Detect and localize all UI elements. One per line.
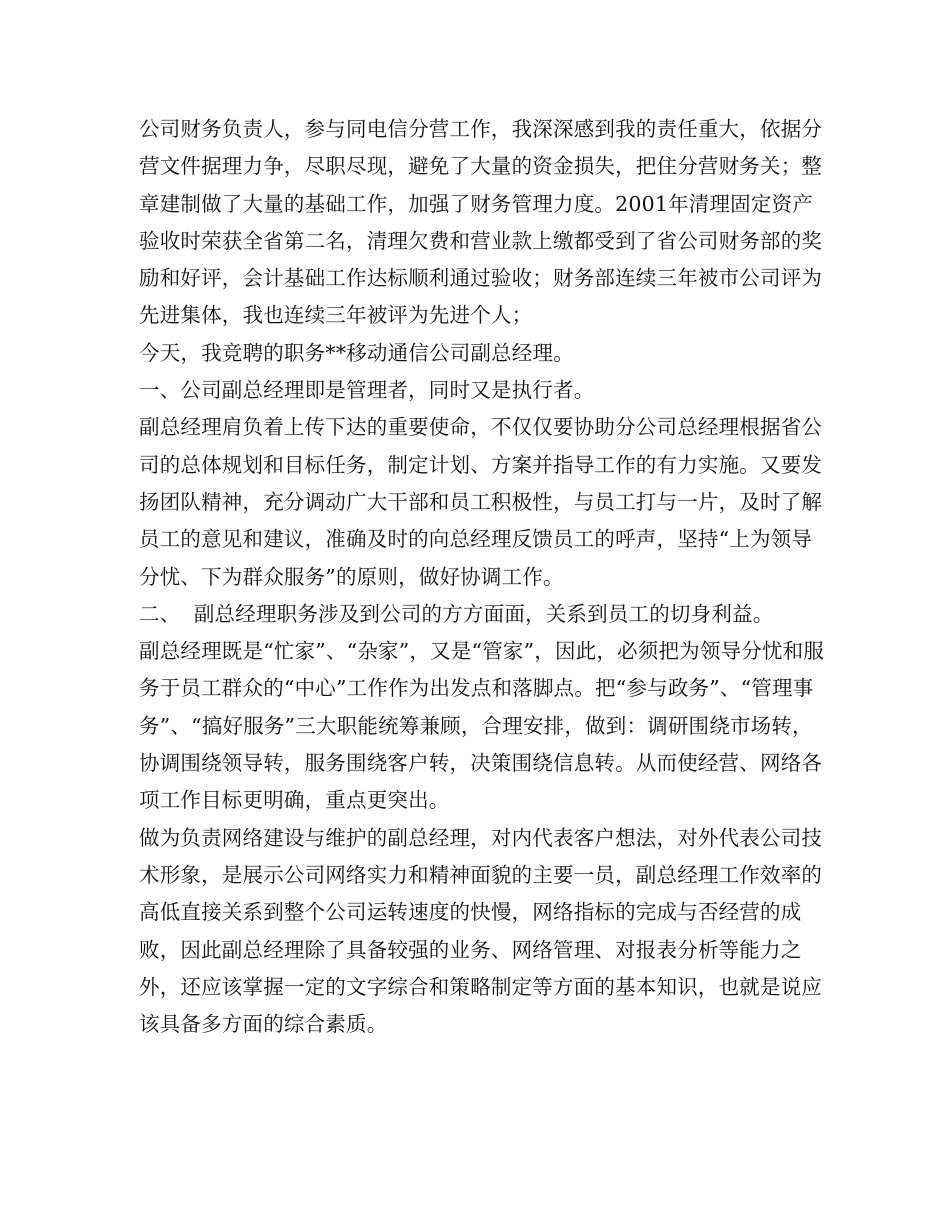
paragraph-position-statement: 今天，我竞聘的职务**移动通信公司副总经理。 <box>139 340 574 365</box>
paragraph-section-two-body: 副总经理既是“忙家”、“杂家”，又是“管家”，因此，必须把为领导分忧和服务于员工群众的“中心”工作作为出发点和落脚点。把“参与政务”、“管理事务”、“搞好服务”三大职能统筹兼顾，合理安排，做到：调研围绕市场转，协调围绕领导转，服务围绕客户转，决策围绕信息转。从而使经营、网络各项工作目标更明确，重点更突出。 <box>139 639 825 813</box>
heading-section-one: 一、公司副总经理即是管理者，同时又是执行者。 <box>139 378 595 403</box>
document-body <box>139 111 829 1043</box>
paragraph-finance-experience: 公司财务负责人，参与同电信分营工作，我深深感到我的责任重大，依据分营文件据理力争，尽职尽现，避免了大量的资金损失，把住分营财务关；整章建制做了大量的基础工作，加强了财务管理力度。2001年清理固定资产验收时荣获全省第二名，清理欠费和营业款上缴都受到了省公司财务部的奖励和好评，会计基础工作达标顺利通过验收；财务部连续三年被市公司评为先进集体，我也连续三年被评为先进个人； <box>139 117 823 328</box>
paragraph-network-role: 做为负责网络建设与维护的副总经理，对内代表客户想法，对外代表公司技术形象，是展示公司网络实力和精神面貌的主要一员，副总经理工作效率的高低直接关系到整个公司运转速度的快慢，网络指标的完成与否经营的成败，因此副总经理除了具备较强的业务、网络管理、对报表分析等能力之外，还应该掌握一定的文字综合和策略制定等方面的基本知识，也就是说应该具备多方面的综合素质。 <box>139 825 823 1037</box>
heading-section-two: 二、 副总经理职务涉及到公司的方方面面，关系到员工的切身利益。 <box>139 601 774 626</box>
paragraph-section-one-body: 副总经理肩负着上传下达的重要使命，不仅仅要协助分公司总经理根据省公司的总体规划和目标任务，制定计划、方案并指导工作的有力实施。又要发扬团队精神，充分调动广大干部和员工积极性，与员工打与一片，及时了解员工的意见和建议，准确及时的向总经理反馈员工的呼声，坚持“上为领导分忧、下为群众服务”的原则，做好协调工作。 <box>139 415 823 589</box>
